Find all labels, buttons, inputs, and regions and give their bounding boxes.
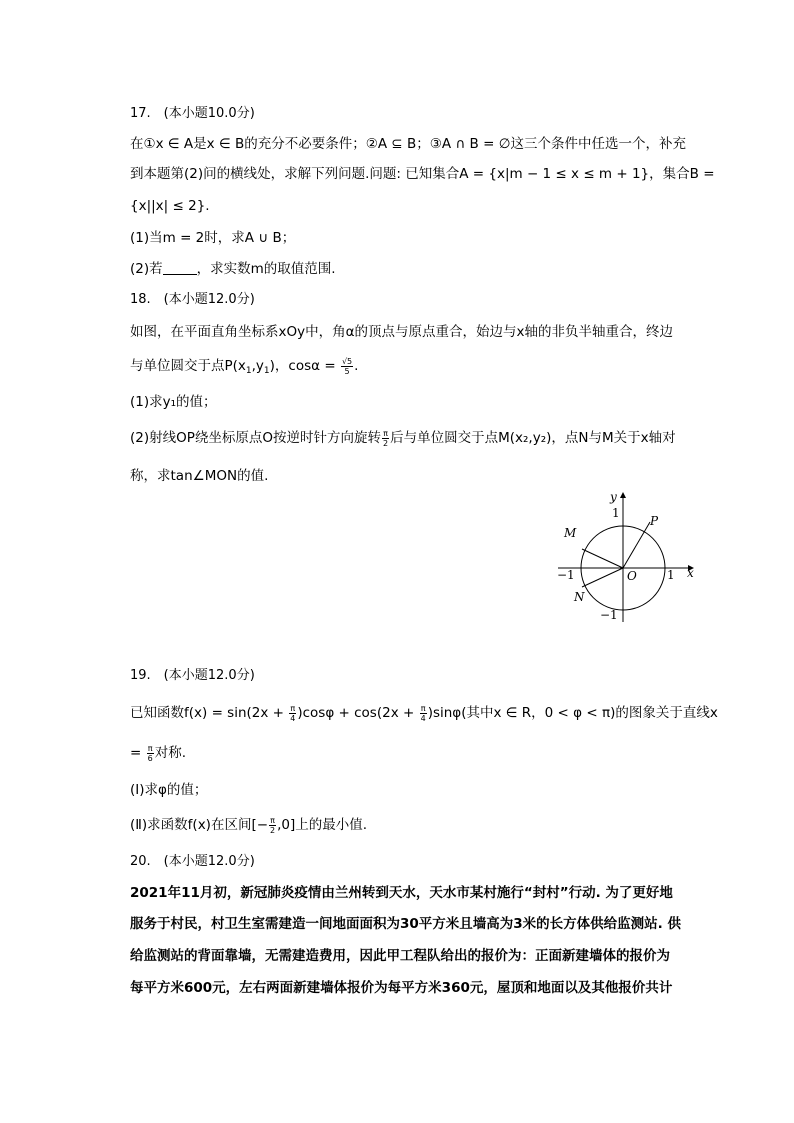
ray-on — [582, 568, 623, 587]
q20-line-1: 2021年11月初，新冠肺炎疫情由兰州转到天水，天水市某村施行“封村”行动. 为了更好地 — [130, 885, 673, 901]
unit-circle-diagram — [548, 488, 708, 628]
fraction-numerator: π — [147, 743, 153, 753]
label-p: P — [650, 514, 659, 528]
label-neg-one-bottom: −1 — [600, 608, 618, 622]
q17-line-3: {x||x| ≤ 2}. — [130, 198, 210, 214]
q17-line-1: 在①x ∈ A是x ∈ B的充分不必要条件；②A ⊆ B；③A ∩ B = ∅这三个条件中任选一个，补充 — [130, 136, 686, 152]
q18-header: 18. (本小题12.0分) — [130, 292, 255, 307]
q19-l1-b: )cosφ + cos(2x + — [297, 705, 419, 721]
fraction-pi-over-2 — [269, 816, 276, 835]
fraction-denominator: 5 — [344, 366, 350, 376]
fraction-pi-over-4 — [289, 704, 296, 723]
fraction-denominator: 2 — [383, 438, 389, 448]
ray-om — [582, 549, 623, 568]
q19-line-4 — [130, 815, 367, 835]
q20-line-2: 服务于村民，村卫生室需建造一间地面面积为30平方米且墙高为3米的长方体供给监测站. 供 — [130, 916, 682, 932]
q19-l1-a: 已知函数f(x) = sin(2x + — [130, 705, 289, 721]
q19-line-1 — [130, 703, 718, 723]
q18-line-2 — [130, 356, 358, 381]
fraction-pi-over-6 — [147, 744, 154, 763]
fraction-denominator: 2 — [270, 825, 276, 835]
fraction-numerator: √5 — [341, 356, 353, 366]
q20-line-3: 给监测站的背面靠墙，无需建造费用，因此甲工程队给出的报价为：正面新建墙体的报价为 — [130, 948, 670, 964]
label-one-right: 1 — [667, 568, 675, 582]
fraction-denominator: 4 — [420, 713, 426, 723]
fraction-pi-over-4 — [420, 704, 427, 723]
q18-l4-post: 后与单位圆交于点M(x₂,y₂)，点N与M关于x轴对 — [390, 430, 676, 446]
y-arrow-icon — [620, 492, 626, 498]
label-origin: O — [627, 569, 637, 583]
label-n: N — [574, 590, 585, 604]
q18-l2-sub2: 1 — [263, 366, 270, 376]
q20-line-4: 每平方米600元，左右两面新建墙体报价为每平方米360元，屋顶和地面以及其他报价共计 — [130, 980, 673, 996]
label-y: y — [610, 490, 617, 504]
label-m: M — [564, 526, 577, 540]
label-x: x — [687, 566, 694, 580]
label-neg-one-left: −1 — [557, 568, 575, 582]
q18-l2-post: . — [354, 358, 359, 374]
q18-l2-pre: 与单位圆交于点P(x — [130, 358, 246, 374]
ray-op — [623, 522, 650, 568]
q18-line-5: 称，求tan∠MON的值. — [130, 468, 269, 484]
q18-l2-mid: ,y — [251, 358, 264, 374]
fraction-numerator: π — [270, 815, 275, 825]
q17-line-5-post: ，求实数m的取值范围. — [196, 261, 336, 277]
fraction-numerator: π — [420, 703, 426, 713]
q19-header: 19. (本小题12.0分) — [130, 668, 255, 683]
answer-blank — [163, 260, 197, 275]
q19-l4-a: (Ⅱ)求函数f(x)在区间[− — [130, 817, 269, 833]
q18-l4-pre: (2)射线OP绕坐标原点O按逆时针方向旋转 — [130, 430, 382, 446]
q17-line-2: 到本题第(2)问的横线处，求解下列问题.问题: 已知集合A = {x|m − 1 ≤ x ≤ m + 1}，集合B = — [130, 166, 715, 182]
q18-line-4 — [130, 428, 676, 448]
fraction-pi-over-2 — [382, 429, 389, 448]
label-one-top: 1 — [612, 506, 620, 520]
fraction-numerator: π — [290, 703, 296, 713]
q17-line-5 — [130, 259, 336, 279]
fraction-denominator: 4 — [290, 713, 296, 723]
q18-line-3: (1)求y₁的值； — [130, 394, 217, 410]
fraction-denominator: 6 — [147, 753, 153, 763]
q19-l2-b: 对称. — [154, 745, 186, 761]
q17-line-4: (1)当m = 2时，求A ∪ B； — [130, 230, 296, 246]
fraction-sqrt5-over-5 — [341, 357, 353, 376]
q18-line-1: 如图，在平面直角坐标系xOy中，角α的顶点与原点重合，始边与x轴的非负半轴重合，终边 — [130, 324, 673, 340]
q19-l4-b: ,0]上的最小值. — [277, 817, 368, 833]
q19-line-3: (Ⅰ)求φ的值； — [130, 782, 208, 798]
q20-header: 20. (本小题12.0分) — [130, 854, 255, 869]
q18-l2-mid2: )，cosα = — [269, 358, 340, 374]
q17-line-5-pre: (2)若 — [130, 261, 163, 277]
q18-l2-sub1: 1 — [245, 366, 252, 376]
q17-header: 17. (本小题10.0分) — [130, 106, 255, 121]
q19-l2-a: = — [130, 745, 146, 761]
q19-line-2 — [130, 743, 186, 763]
q19-l1-c: )sinφ(其中x ∈ R，0 < φ < π)的图象关于直线x — [427, 705, 718, 721]
fraction-numerator: π — [383, 428, 388, 438]
